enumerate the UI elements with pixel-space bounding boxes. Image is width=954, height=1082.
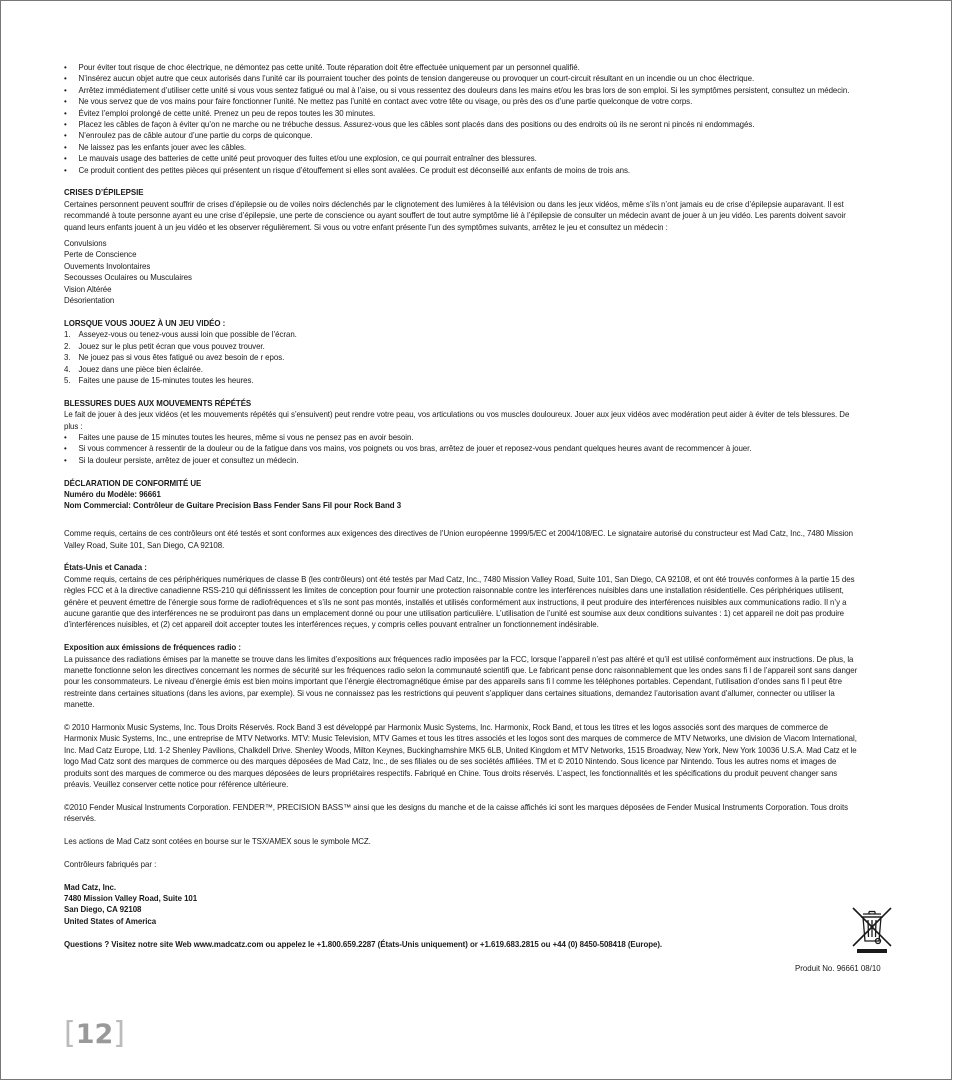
list-item: Vision Altérée (64, 284, 112, 294)
step-text: Faites une pause de 15-minutes toutes les heures. (78, 375, 254, 385)
list-item (64, 341, 863, 352)
list-item (64, 329, 863, 340)
conformity-body: Comme requis, certains de ces contrôleurs ont été testés et sont conformes aux exigences des directives de l’Union européenne 1999/5/EC et 2004/108/EC. Le signataire autorisé du constructeur est Mad Catz, Inc., 7480 Mission Valley Road, Suite 101, San Diego, CA 92108. (64, 529, 853, 550)
list-item: • Ne laissez pas les enfants jouer avec les câbles. (64, 142, 863, 153)
product-number: Produit No. 96661 08/10 (795, 964, 881, 973)
step-text: Jouez dans une pièce bien éclairée. (78, 364, 203, 374)
injuries-body: Le fait de jouer à des jeux vidéos (et les mouvements répétés qui s’ensuivent) peut rendre votre peau, vos articulations ou vos muscles douloureux. Jouer aux jeux vidéos avec modération peut aider à éviter de tels blessures. De plus : (64, 410, 850, 431)
injuries-list (64, 432, 863, 466)
list-item: • Pour éviter tout risque de choc électrique, ne démontez pas cette unité. Toute réparation doit être effectuée uniquement par un personnel qualifié. (64, 62, 863, 73)
safety-list (64, 62, 863, 176)
conformity-heading: DÉCLARATION DE CONFORMITÉ UE (64, 478, 202, 488)
page-number (64, 1017, 125, 1052)
injuries-heading: BLESSURES DUES AUX MOUVEMENTS RÉPÉTÉS (64, 398, 252, 408)
list-item: • N’insérez aucun objet autre que ceux autorisés dans l’unité car ils pourraient toucher des points de tension dangereuse ou provoquer un court-circuit résultant en un incendie ou un choc électrique. (64, 73, 863, 84)
copyright-harmonix: © 2010 Harmonix Music Systems, Inc. Tous Droits Réservés. Rock Band 3 est développé par Harmonix Music Systems, Inc. Harmonix, Rock Band, et tous les titres et les logos associés sont des marques de commerce de Harmonix Music Systems, Inc., une entreprise de MTV Networks. MTV: Music Television, MTV Games et tous les titres associés et les logos sont des marques de commerce de MTV Networks, une division de Viacom International, Inc. Mad Catz Europe, Ltd. 1-2 Shenley Pavilions, Chalkdell Drive. Shenley Woods, Milton Keynes, Buckinghamshire MK5 6LB, United Kingdom et MTV Networks, 1515 Broadway, New York, New York 10036 U.S.A. Mad Catz et le logo Mad Catz sont des marques de commerce ou des marques déposées de Mad Catz, Inc., de ses filiales ou de ses sociétés affiliées. TM et © 2010 Nintendo. Sous licence par Nintendo. Tous les autres noms et images de produits sont des marques de commerce ou des marques déposées de leurs propriétaires respectifs. Fabriqué en Chine. Tous droits réservés. L’aspect, les fonctionnalités et les spécifications du produit peuvent changer sans préavis. Veuillez conserver cette notice pour référence ultérieure. (64, 723, 857, 790)
list-item: • Si vous commencer à ressentir de la douleur ou de la fatigue dans vos mains, vos poignets ou vos bras, arrêtez de jouer et reposez-vous pendant quelques heures avant de recommencer à jouer. (64, 443, 863, 454)
list-item (64, 352, 863, 363)
list-item: • Arrêtez immédiatement d’utiliser cette unité si vous vous sentez fatigué ou mal à l’aise, ou si vous ressentez des douleurs dans les mains et/ou les bras lors de son emploi. Si les symptômes persistent, consultez un médecin. (64, 85, 863, 96)
epilepsy-body: Certaines personnent peuvent souffrir de crises d’épilepsie ou de voiles noirs déclenchés par le clignotement des lumières à la télévision ou dans les jeux vidéos, même s’ils n’ont jamais eu de crise d’épilepsie auparavant. Il est recommandé à toute personne ayant eu une crise d’épilepsie, une perte de conscience ou ayant souffert de tout autre symptôme lié à l’épilepsie de consulter un médecin avant de jouer à un jeu vidéo. Les parents doivent savoir quand leurs enfants jouent à un jeu vidéo et les observer régulièrement. Si vous ou votre enfant présente l’un des symptômes suivants, arrêtez le jeu et consultez un médecin : (64, 199, 846, 232)
stock-info: Les actions de Mad Catz sont cotées en bourse sur le TSX/AMEX sous le symbole MCZ. (64, 837, 371, 847)
list-item: Désorientation (64, 296, 115, 306)
copyright-fender: ©2010 Fender Musical Instruments Corporation. FENDER™, PRECISION BASS™ ainsi que les designs du manche et de la caisse affichés ici sont les marques déposées de Fender Musical Instruments Corporation. Tous droits réservés. (64, 802, 849, 824)
questions-line: Questions ? Visitez notre site Web www.madcatz.com ou appelez le +1.800.659.2287 (États-Unis uniquement) or +1.619.683.2815 ou +44 (0) 8450-508418 (Europe). (64, 939, 663, 949)
page-number-value: 12 (75, 1019, 114, 1050)
list-item: • Si la douleur persiste, arrêtez de jouer et consultez un médecin. (64, 455, 863, 466)
page-content (64, 62, 863, 950)
step-number: 1. (64, 330, 71, 340)
commercial-name: Nom Commercial: Contrôleur de Guitare Precision Bass Fender Sans Fil pour Rock Band 3 (64, 501, 402, 511)
manufactured-by: Contrôleurs fabriqués par : (64, 859, 157, 869)
bracket-left: [ (64, 1016, 76, 1051)
model-number: Numéro du Modèle: 96661 (64, 489, 161, 499)
list-item: • Le mauvais usage des batteries de cette unité peut provoquer des fuites et/ou une explosion, ce qui pourrait entraîner des blessures. (64, 153, 863, 164)
list-item: Secousses Oculaires ou Musculaires (64, 273, 192, 283)
list-item: Ouvements Involontaires (64, 261, 151, 271)
address-block (64, 882, 863, 928)
bracket-right: ] (113, 1016, 126, 1051)
list-item (64, 364, 863, 375)
step-number: 4. (64, 364, 71, 374)
step-number: 3. (64, 353, 71, 363)
symptoms-list (64, 238, 863, 306)
list-item: Convulsions (64, 239, 107, 249)
list-item: • N’enroulez pas de câble autour d’une partie du corps de quiconque. (64, 130, 863, 141)
usa-heading: États-Unis et Canada : (64, 563, 147, 573)
playing-heading: LORSQUE VOUS JOUEZ À UN JEU VIDÉO : (64, 318, 226, 328)
exposure-heading: Exposition aux émissions de fréquences radio : (64, 643, 241, 653)
weee-crossed-bin-icon (851, 906, 893, 954)
step-text: Asseyez-vous ou tenez-vous aussi loin que possible de l’écran. (78, 330, 297, 340)
list-item: • Ne vous servez que de vos mains pour faire fonctionner l’unité. Ne mettez pas l’unité en contact avec votre tête ou visage, ou près des os d’une partie quelconque de votre corps. (64, 96, 863, 107)
step-number: 5. (64, 375, 71, 385)
list-item: • Faites une pause de 15 minutes toutes les heures, même si vous ne pensez pas en avoir besoin. (64, 432, 863, 443)
list-item (64, 375, 863, 386)
playing-steps (64, 329, 863, 386)
list-item: • Ce produit contient des petites pièces qui présentent un risque d’étouffement si elles sont avalées. Ce produit est déconseillé aux enfants de moins de trois ans. (64, 165, 863, 176)
step-number: 2. (64, 341, 71, 351)
step-text: Jouez sur le plus petit écran que vous pouvez trouver. (78, 341, 265, 351)
address-line: 7480 Mission Valley Road, Suite 101 (64, 894, 198, 904)
usa-body: Comme requis, certains de ces périphériques numériques de classe B (les contrôleurs) ont été testés par Mad Catz, Inc., 7480 Mission Valley Road, Suite 101, San Diego, CA 92108, et ont été trouvés conformes à la partie 15 des règles FCC et à la directive canadienne RSS-210 qui définisssent les limites de conception pour fournir une protection raisonnable contre les interférences nuisibles dans une installation résidentielle. Ces périphériques utilisent, génère et peuvent émettre de l’énergie sous forme de radiofréquences et s’ils ne sont pas montés, installés et utilisés conformément aux instructions, il peut produire des interférences nuisibles aux communications radio. Il n’y a aucune garantie que des interférences ne se produiront pas dans un emplacement donné ou pour une utilisation particulière. L’utilisation de l’unité est soumise aux deux conditions suivantes : 1) cet appareil ne doit pas produire d’interférences nuisibles, et (2) cet appareil doit accepter toutes les interférences reçues, y compris celles pouvant entraîner un fonctionnement indésirable. (64, 574, 855, 630)
exposure-body: La puissance des radiations émises par la manette se trouve dans les limites d’expositions aux fréquences radio imposées par la FCC, lorsque l’appareil n’est pas altéré et qu’il est utilisé conformément aux instructions. De plus, la manette fonctionne selon les directives concernant les normes de sécurité sur les fréquences radio selon la communauté scientifi que. Le fabricant pense donc raisonnablement que les ondes sans fi l de l’appareil sont sans danger pour les consommateurs. Le niveau d’énergie émis est bien moins important que l’énergie électromagnétique émise par des appareils sans fi l comme les téléphones portables. Cependant, l’utilisation d’ondes sans fi l peut être restreinte dans certaines situations (dans les avions, par exemple). Si vous ne connaissez pas les restrictions qui peuvent s’appliquer dans certaines situations, demandez l’autorisation avant d’allumer, connecter ou utiliser la manette. (64, 654, 858, 710)
list-item: • Évitez l’emploi prolongé de cette unité. Prenez un peu de repos toutes les 30 minutes. (64, 108, 863, 119)
list-item: • Placez les câbles de façon à éviter qu’on ne marche ou ne trébuche dessus. Assurez-vous que les câbles sont placés dans des positions ou des endroits où ils ne seront ni pincés ni endommagés. (64, 119, 863, 130)
address-line: San Diego, CA 92108 (64, 905, 142, 915)
epilepsy-heading: CRISES D’ÉPILEPSIE (64, 188, 144, 198)
address-line: United States of America (64, 916, 157, 926)
list-item: Perte de Conscience (64, 250, 137, 260)
step-text: Ne jouez pas si vous êtes fatigué ou avez besoin de r epos. (78, 353, 285, 363)
address-line: Mad Catz, Inc. (64, 882, 117, 892)
